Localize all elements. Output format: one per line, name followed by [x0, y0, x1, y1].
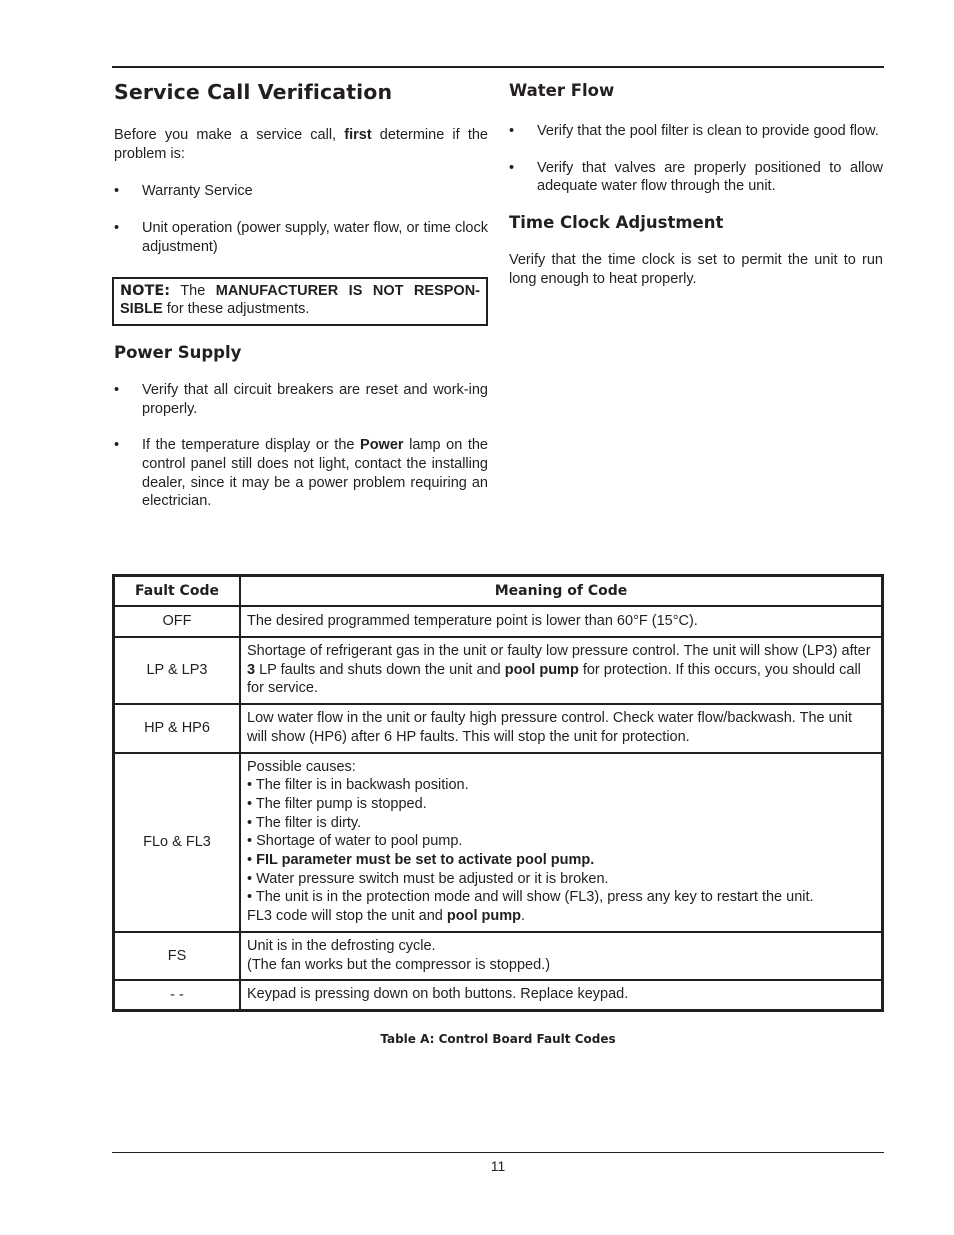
left-column — [114, 78, 488, 511]
table-row — [114, 704, 883, 752]
table-row — [114, 606, 883, 637]
top-rule — [112, 66, 884, 68]
column-header-fault-code: Fault Code — [114, 576, 241, 607]
list-item: • Warranty Service — [114, 183, 253, 200]
meaning-cell: The desired programmed temperature point is lower than 60°F (15°C). — [240, 606, 883, 637]
list-item: • Verify that the pool filter is clean to provide good flow. — [509, 123, 879, 139]
fault-code-cell: LP & LP3 — [114, 637, 241, 704]
fault-code-cell: FLo & FL3 — [114, 753, 241, 932]
meaning-cell: Low water flow in the unit or faulty high pressure control. Check water flow/backwash. The unit will show (HP6) after 6 HP faults. This will stop the unit for protection. — [240, 704, 883, 752]
table-caption: Table A: Control Board Fault Codes — [380, 1032, 616, 1046]
fault-code-cell: OFF — [114, 606, 241, 637]
section-heading-power-supply: Power Supply — [114, 342, 242, 362]
fault-code-cell: HP & HP6 — [114, 704, 241, 752]
column-header-meaning: Meaning of Code — [240, 576, 883, 607]
page-number: 11 — [490, 1158, 506, 1174]
list-item: • Verify that valves are properly positioned to allow adequate water flow through the unit. — [509, 159, 883, 195]
fault-code-table — [112, 574, 884, 1012]
table-row — [114, 980, 883, 1010]
fault-code-cell: FS — [114, 932, 241, 980]
time-clock-paragraph: Verify that the time clock is set to permit the unit to run long enough to heat properly. — [509, 252, 883, 287]
meaning-cell: Unit is in the defrosting cycle. (The fan works but the compressor is stopped.) — [240, 932, 883, 980]
meaning-cell: Shortage of refrigerant gas in the unit or faulty low pressure control. The unit will show (LP3) after 3 LP faults and shuts down the unit and pool pump for protection. If this occurs, you should call for service. — [240, 637, 883, 704]
meaning-cell: Possible causes: • The filter is in backwash position. • The filter pump is stopped. • The filter is dirty. • Shortage of water to pool pump. • FIL parameter must be set to activate pool pump. • Water pressure switch must be adjusted or it is broken. • The unit is in the protection mode and will show (FL3), press any key to restart the unit. FL3 code will stop the unit and pool pump. — [240, 753, 883, 932]
note-box: NOTE: The MANUFACTURER IS NOT RESPON-SIBLE for these adjustments. — [112, 277, 488, 326]
intro-paragraph: Before you make a service call, first determine if the problem is: — [114, 127, 488, 162]
list-item: • If the temperature display or the Power lamp on the control panel still does not light, contact the installing dealer, since it may be a power problem requiring an electrician. — [114, 437, 488, 510]
table-row — [114, 753, 883, 932]
page-title: Service Call Verification — [114, 80, 393, 104]
table-header-row — [114, 576, 883, 607]
list-item: • Unit operation (power supply, water flow, or time clock adjustment) — [114, 220, 488, 255]
bottom-rule — [112, 1152, 884, 1153]
fault-code-cell: - - — [114, 980, 241, 1010]
right-column — [509, 78, 883, 289]
table-row — [114, 932, 883, 980]
meaning-cell: Keypad is pressing down on both buttons. Replace keypad. — [240, 980, 883, 1010]
section-heading-time-clock: Time Clock Adjustment — [509, 213, 724, 233]
section-heading-water-flow: Water Flow — [509, 81, 615, 100]
table-row — [114, 637, 883, 704]
list-item: • Verify that all circuit breakers are reset and work-ing properly. — [114, 381, 488, 417]
